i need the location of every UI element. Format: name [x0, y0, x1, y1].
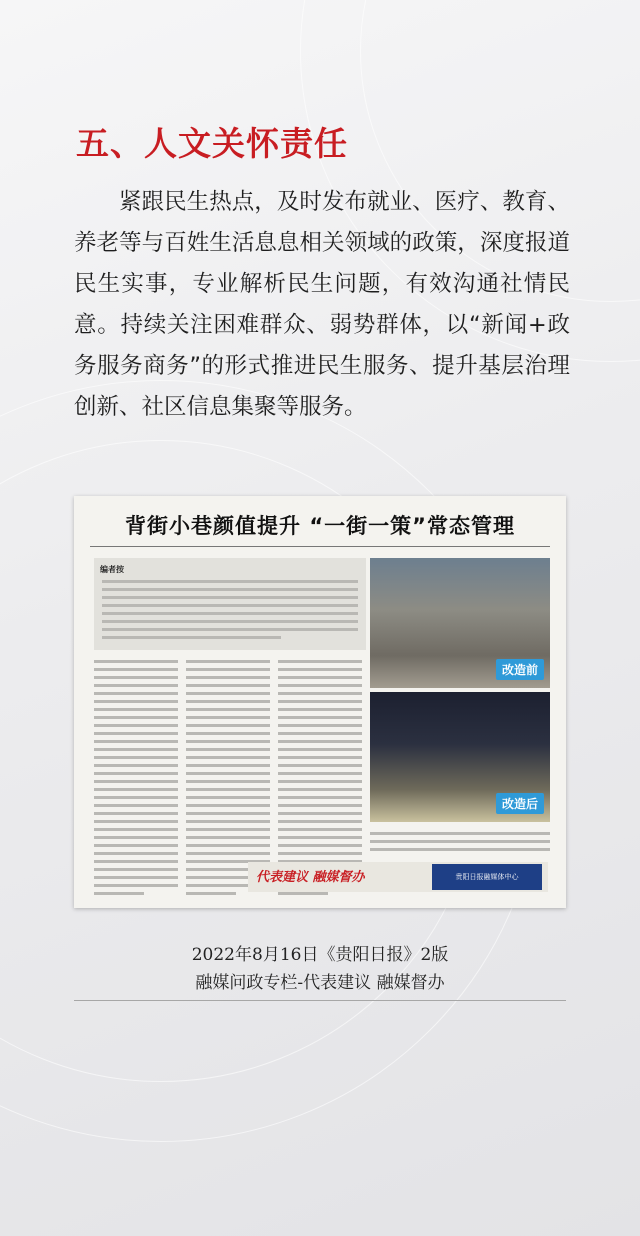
- section-heading: 五、人文关怀责任: [76, 124, 348, 163]
- caption-column-line: 融媒问政专栏-代表建议 融媒督办: [195, 973, 445, 993]
- article-column-1: [94, 660, 178, 900]
- section-paragraph: 紧跟民生热点，及时发布就业、医疗、教育、养老等与百姓生活息息相关领域的政策，深度报道民生实事，专业解析民生问题，有效沟通社情民意。持续关注困难群众、弱势群体，以“新闻+政务服务商务”的形式推进民生服务、提升基层治理创新、社区信息集聚等服务。: [74, 189, 570, 420]
- headline-rule: [90, 546, 550, 547]
- media-center-logo: 贵阳日报融媒体中心: [432, 864, 542, 890]
- after-tag: 改造后: [496, 793, 544, 814]
- caption-divider: [74, 1000, 566, 1001]
- column-logo-text: 代表建议 融媒督办: [256, 870, 365, 885]
- photo-before-renovation: [370, 558, 550, 688]
- before-tag: 改造前: [496, 659, 544, 680]
- photo-after-renovation: [370, 692, 550, 822]
- clipping-headline: 背街小巷颜值提升 “一街一策”常态管理: [125, 514, 515, 538]
- editor-note-label: 编者按: [100, 565, 124, 574]
- article-column-right: [370, 832, 550, 856]
- editor-note-text: [102, 580, 358, 644]
- newspaper-clipping: [74, 496, 566, 908]
- caption-date-line: 2022年8月16日《贵阳日报》2版: [191, 945, 449, 965]
